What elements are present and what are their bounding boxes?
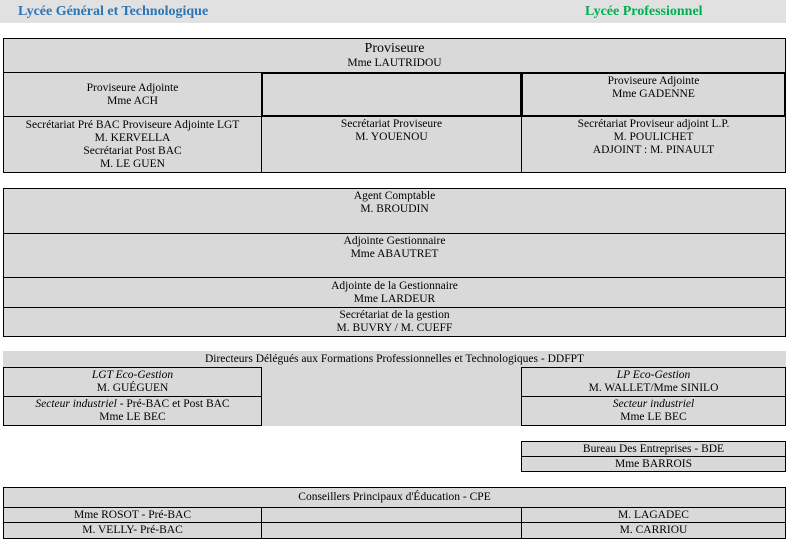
cpe-lgt-2: M. VELLY- Pré-BAC — [82, 524, 183, 536]
adjointe-lp-title: Proviseure Adjointe — [607, 75, 700, 87]
cpe-empty-cell-2 — [261, 522, 522, 539]
lgt-secteur-industriel-name: Mme LE BEC — [99, 411, 166, 423]
cpe-lp-1-box — [521, 507, 786, 523]
agent-comptable-box — [3, 188, 786, 234]
lgt-secteur-industriel-rest: - Pré-BAC et Post BAC — [116, 398, 230, 410]
lp-secteur-industriel-title: Secteur industriel — [612, 398, 695, 410]
proviseur-box — [3, 38, 786, 73]
cpe-title-box — [3, 487, 786, 508]
direction-empty-cell — [261, 72, 522, 117]
agent-comptable-name: M. BROUDIN — [360, 203, 429, 215]
secretariat-proviseur-title: Secrétariat Proviseure — [340, 118, 443, 130]
adjointe-lp-box — [521, 72, 786, 117]
lp-secteur-industriel-box — [521, 396, 786, 426]
cpe-lgt-1-box — [3, 507, 262, 523]
secretariat-lgt-line3: Secrétariat Post BAC — [83, 144, 182, 157]
lp-secteur-industriel-name: Mme LE BEC — [620, 411, 687, 423]
secretariat-lgt-box — [3, 116, 262, 173]
secretariat-proviseur-box — [261, 116, 522, 173]
secretariat-lp-line1: Secrétariat Proviseur adjoint L.P. — [577, 118, 730, 130]
adjointe-gestionnaire-box — [3, 233, 786, 278]
lp-eco-gestion-name: M. WALLET/Mme SINILO — [588, 382, 719, 394]
proviseur-title: Proviseure — [364, 41, 425, 56]
cpe-lgt-2-box — [3, 522, 262, 539]
lgt-title: Lycée Général et Technologique — [18, 4, 209, 19]
secretariat-lgt-line1: Secrétariat Pré BAC Proviseure Adjointe LGT — [25, 118, 240, 131]
cpe-title: Conseillers Principaux d'Éducation - CPE — [298, 491, 491, 503]
adjointe-gestionnaire-name: Mme ABAUTRET — [350, 248, 439, 260]
secretariat-proviseur-name: M. YOUENOU — [355, 131, 428, 143]
lgt-secteur-industriel-box — [3, 396, 262, 426]
adjointe-lp-name: Mme GADENNE — [612, 88, 695, 100]
secretariat-lgt-line4: M. LE GUEN — [100, 157, 165, 170]
cpe-lgt-1: Mme ROSOT - Pré-BAC — [73, 508, 192, 521]
cpe-lp-2-box — [521, 522, 786, 539]
lp-eco-gestion-title: LP Eco-Gestion — [616, 369, 691, 381]
secretariat-gestion-box — [3, 307, 786, 337]
adjointe-de-la-gestionnaire-name: Mme LARDEUR — [353, 292, 436, 305]
adjointe-gestionnaire-title: Adjointe Gestionnaire — [343, 235, 446, 247]
lgt-secteur-industriel-title — [4, 398, 261, 411]
lgt-eco-gestion-name: M. GUÉGUEN — [96, 382, 169, 394]
lp-title: Lycée Professionnel — [585, 4, 703, 19]
secretariat-gestion-title: Secrétariat de la gestion — [339, 309, 450, 321]
bde-title-box — [521, 441, 786, 457]
secretariat-lp-line2: M. POULICHET — [613, 131, 694, 143]
lgt-eco-gestion-title: LGT Eco-Gestion — [91, 369, 174, 381]
adjointe-lgt-name: Mme ACH — [107, 94, 158, 107]
cpe-lp-2: M. CARRIOU — [619, 524, 688, 536]
adjointe-lgt-box — [3, 72, 262, 117]
lp-eco-gestion-box — [521, 367, 786, 397]
ddfpt-title: Directeurs Délégués aux Formations Professionnelles et Technologiques - DDFPT — [204, 352, 585, 365]
adjointe-de-la-gestionnaire-title: Adjointe de la Gestionnaire — [331, 279, 458, 292]
secretariat-lgt-line2: M. KERVELLA — [94, 131, 171, 144]
agent-comptable-title: Agent Comptable — [353, 190, 436, 202]
adjointe-lgt-title: Proviseure Adjointe — [86, 81, 179, 94]
secretariat-lp-line3: ADJOINT : M. PINAULT — [592, 144, 715, 156]
bde-title: Bureau Des Entreprises - BDE — [582, 442, 725, 455]
adjointe-de-la-gestionnaire-box — [3, 277, 786, 308]
secretariat-gestion-name: M. BUVRY / M. CUEFF — [336, 322, 453, 334]
lgt-secteur-industriel-italic: Secteur industriel — [35, 398, 117, 410]
cpe-lp-1: M. LAGADEC — [618, 508, 689, 521]
bde-name-box — [521, 456, 786, 472]
lgt-eco-gestion-box — [3, 367, 262, 397]
proviseur-name: Mme LAUTRIDOU — [347, 57, 442, 69]
cpe-empty-cell-1 — [261, 507, 522, 523]
bde-name: Mme BARROIS — [615, 457, 692, 470]
ddfpt-title-box — [3, 351, 786, 367]
secretariat-lp-box — [521, 116, 786, 173]
